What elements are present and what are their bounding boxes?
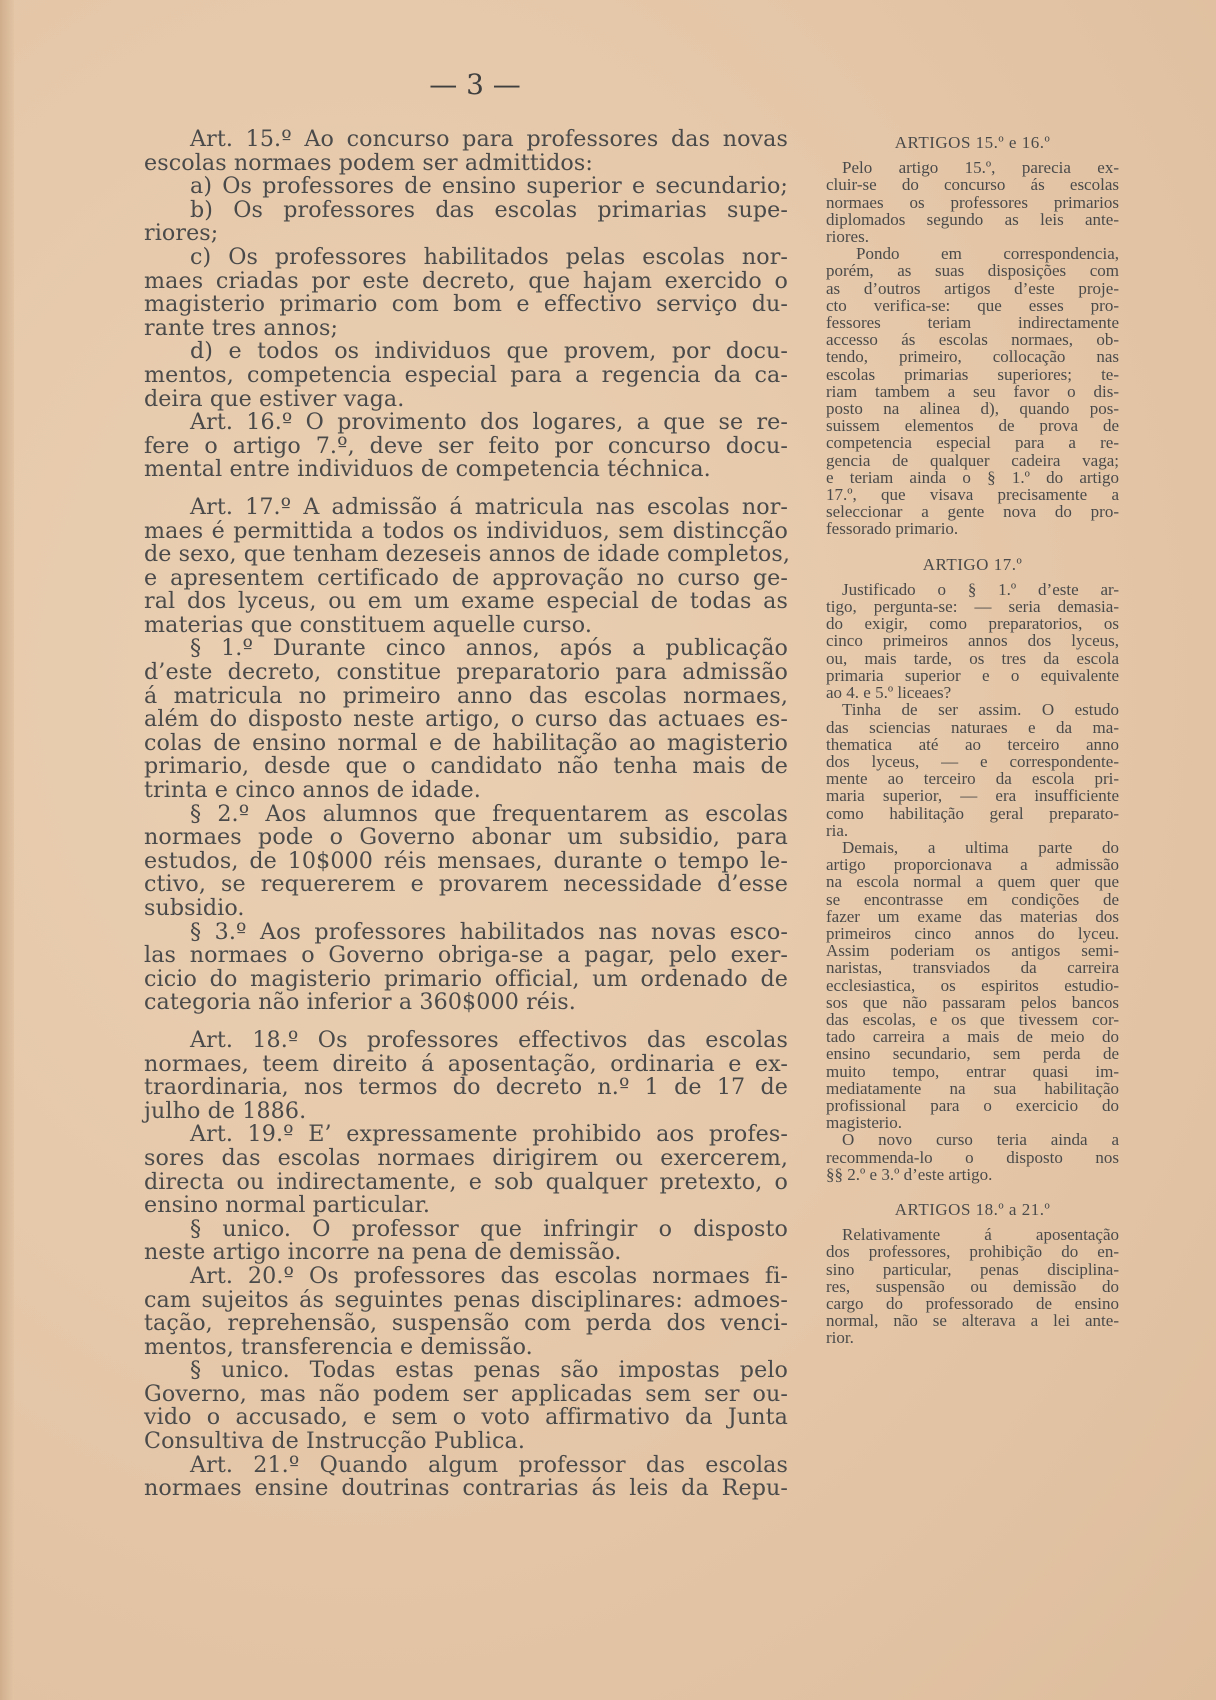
note-line: profissional para o exercicio do [826,1095,1119,1115]
text-line: Art. 17.º A admissão á matricula nas escolas nor- [190,493,788,520]
text-line: d) e todos os individuos que provem, por docu- [190,338,788,365]
note-line: Tinha de ser assim. O estudo [842,700,1119,720]
note-line: normal, não se alterava a lei ante- [826,1311,1119,1331]
note-line: maria superior, — era insufficiente [826,786,1119,806]
page-left-edge [0,0,14,1700]
text-line: maes é permittida a todos os individuos, sem distincção [144,517,788,544]
text-line: Art. 21.º Quando algum professor das escolas [190,1451,788,1478]
note-line: ecclesiastica, os espiritos estudio- [826,975,1119,995]
text-line: ctivo, se requererem e provarem necessidade d’esse [144,871,788,898]
text-line: b) Os professores das escolas primarias supe- [190,196,788,223]
main-text-column [144,128,788,1501]
note-line: §§ 2.º e 3.º d’este artigo. [826,1164,993,1184]
text-line: § unico. Todas estas penas são impostas pelo [190,1357,788,1384]
note-line: muito tempo, entrar quasi im- [826,1061,1119,1081]
note-line: fessores teriam indirectamente [826,313,1119,333]
text-line: estudos, de 10$000 réis mensaes, durante o tempo le- [144,847,788,874]
text-line: ral dos lyceus, ou em um exame especial de todas as [144,588,788,615]
note-heading: ARTIGOS 15.º e 16.º [894,133,1051,152]
note-line: ensino secundario, sem perda de [826,1044,1119,1064]
note-line: do exigir, como preparatorios, os [826,614,1119,634]
text-line: de sexo, que tenham dezeseis annos de idade completos, [144,541,790,568]
note-line: thematica até ao terceiro anno [826,734,1119,754]
text-line: las normaes o Governo obriga-se a pagar, pelo exer- [144,942,788,969]
text-line: magisterio primario com bom e effectivo serviço du- [144,291,788,318]
text-line: fere o artigo 7.º, deve ser feito por concurso docu- [144,432,788,459]
note-line: tigo, pergunta-se: — seria demasia- [826,597,1119,617]
text-line: Art. 20.º Os professores das escolas normaes fi- [190,1262,788,1289]
text-line: Consultiva de Instrucção Publica. [144,1428,525,1455]
text-line: subsidio. [144,895,245,921]
text-line: cicio do magisterio primario official, um ordenado de [144,965,788,992]
note-line: riores. [826,227,869,247]
note-line: gencia de qualquer cadeira vaga; [826,450,1119,470]
note-line: posto na alinea d), quando pos- [826,399,1119,419]
note-line: como habilitação geral preparato- [826,803,1119,823]
text-line: traordinaria, nos termos do decreto n.º 1 de 17 de [144,1074,788,1101]
text-line: Governo, mas não podem ser applicadas sem ser ou- [144,1380,788,1407]
note-line: seleccionar a gente nova do pro- [826,502,1119,522]
note-line: O novo curso teria ainda a [842,1130,1119,1150]
note-line: accesso ás escolas normaes, ob- [826,330,1119,350]
text-line: directa ou indirectamente, e sob qualquer pretexto, o [144,1168,788,1195]
text-line: sores das escolas normaes dirigirem ou exercerem, [144,1144,788,1171]
note-line: das escolas, e os que tivessem cor- [826,1009,1119,1029]
note-line: primaria superior e o equivalente [826,665,1119,685]
text-line: Art. 16.º O provimento dos logares, a que se re- [190,409,788,436]
margin-notes-column [826,130,1119,1347]
note-line: mente ao terceiro da escola pri- [826,769,1119,789]
text-line: tação, reprehensão, suspensão com perda dos venci- [144,1310,788,1337]
note-line: se encontrasse em condições de [826,889,1119,909]
note-line: primeiros cinco annos do lyceu. [826,923,1119,943]
text-line: mental entre individuos de competencia téchnica. [144,456,711,483]
text-line: vido o accusado, e sem o voto affirmativo da Junta [144,1404,788,1431]
note-line: e teriam ainda o § 1.º do artigo [826,467,1119,487]
text-line: escolas normaes podem ser admittidos: [144,149,593,176]
text-line: neste artigo incorre na pena de demissão. [144,1239,622,1266]
note-line: Relativamente á aposentação [842,1225,1119,1245]
note-heading: ARTIGO 17.º [922,554,1023,574]
note-line: cinco primeiros annos dos lyceus, [826,631,1119,651]
text-line: materias que constituem aquelle curso. [144,611,593,638]
text-line: § 1.º Durante cinco annos, após a publicação [190,635,788,662]
note-heading: ARTIGOS 18.º a 21.º [894,1199,1051,1219]
text-line: § 2.º Aos alumnos que frequentarem as escolas [190,800,788,827]
note-line: porém, as suas disposições com [826,261,1119,281]
text-line: á matricula no primeiro anno das escolas normaes, [144,682,788,709]
text-line: normaes, teem direito á aposentação, ordinaria e ex- [144,1050,788,1077]
note-line: diplomados segundo as leis ante- [826,209,1119,229]
note-line: dos lyceus, — e correspondente- [826,751,1119,771]
note-line: cluir-se do concurso ás escolas [826,175,1119,195]
note-line: Pelo artigo 15.º, parecia ex- [842,158,1119,178]
note-line: suissem elementos de prova de [826,416,1119,436]
note-line: Pondo em correspondencia, [856,244,1119,264]
text-line: primario, desde que o candidato não tenha mais de [144,753,788,780]
text-line: e apresentem certificado de approvação no curso ge- [144,564,788,591]
note-line: magisterio. [826,1113,903,1133]
text-line: rante tres annos; [144,314,339,341]
text-line: Art. 18.º Os professores effectivos das escolas [190,1026,788,1053]
note-line: rior. [826,1328,854,1348]
text-line: a) Os professores de ensino superior e secundario; [190,173,788,200]
text-line: normaes pode o Governo abonar um subsidio, para [144,824,788,851]
note-line: fessorado primario. [826,519,959,539]
note-line: tendo, primeiro, collocação nas [826,347,1119,367]
note-line: escolas primarias superiores; te- [826,364,1119,384]
text-line: d’este decreto, constitue preparatorio para admissão [144,659,788,686]
text-line: além do disposto neste artigo, o curso das actuaes es- [144,706,788,733]
note-line: ou, mais tarde, os tres da escola [826,648,1119,668]
note-line: dos professores, prohibição do en- [826,1242,1119,1262]
text-line: ensino normal particular. [144,1192,431,1219]
text-line: categoria não inferior a 360$000 réis. [144,989,576,1016]
text-line: mentos, competencia especial para a regencia da ca- [144,361,788,388]
note-line: cto verifica-se: que esses pro- [826,295,1119,315]
note-line: Justificado o § 1.º d’este ar- [842,579,1119,599]
note-line: fazer um exame das materias dos [826,906,1119,926]
note-line: naristas, transviados da carreira [826,958,1119,978]
text-line: julho de 1886. [144,1097,307,1124]
note-line: Demais, a ultima parte do [842,837,1119,857]
note-line: 17.º, que visava precisamente a [826,485,1119,505]
text-line: § 3.º Aos professores habilitados nas novas esco- [190,918,788,945]
note-line: na escola normal a quem quer que [826,872,1119,892]
text-line: colas de ensino normal e de habilitação ao magisterio [144,729,788,756]
note-line: das sciencias naturaes e da ma- [826,717,1119,737]
note-line: competencia especial para a re- [826,433,1119,453]
text-line: riores; [144,220,219,247]
text-line: Art. 19.º E’ expressamente prohibido aos profes- [190,1121,788,1148]
note-line: riam tambem a seu favor o dis- [826,381,1119,401]
note-line: tado carreira a mais de meio do [826,1027,1119,1047]
note-line: artigo proporcionava a admissão [826,855,1119,875]
note-line: res, suspensão ou demissão do [826,1276,1119,1296]
note-line: as d’outros artigos d’este proje- [826,278,1119,298]
page-number: — 3 — [429,68,521,101]
text-line: maes criadas por este decreto, que hajam exercido o [144,267,788,294]
note-line: normaes os professores primarios [826,192,1119,212]
note-line: mediatamente na sua habilitação [826,1078,1119,1098]
note-line: recommenda-lo o disposto nos [826,1147,1119,1167]
text-line: deira que estiver vaga. [144,385,405,412]
note-line: ria. [826,820,849,840]
note-line: sino particular, penas disciplina- [826,1259,1119,1279]
text-line: Art. 15.º Ao concurso para professores das novas [190,126,788,152]
text-line: cam sujeitos ás seguintes penas disciplinares: admoes- [144,1286,788,1313]
text-line: trinta e cinco annos de idade. [144,777,481,804]
note-line: ao 4. e 5.º liceaes? [826,683,952,703]
text-line: mentos, transferencia e demissão. [144,1333,533,1360]
note-line: Assim poderiam os antigos semi- [826,941,1119,961]
text-line: § unico. O professor que infringir o disposto [190,1215,788,1242]
note-line: sos que não passaram pelos bancos [826,992,1119,1012]
text-line: c) Os professores habilitados pelas escolas nor- [190,243,788,270]
note-line: cargo do professorado de ensino [826,1294,1119,1313]
text-line: normaes ensine doutrinas contrarias ás leis da Repu- [144,1475,788,1502]
